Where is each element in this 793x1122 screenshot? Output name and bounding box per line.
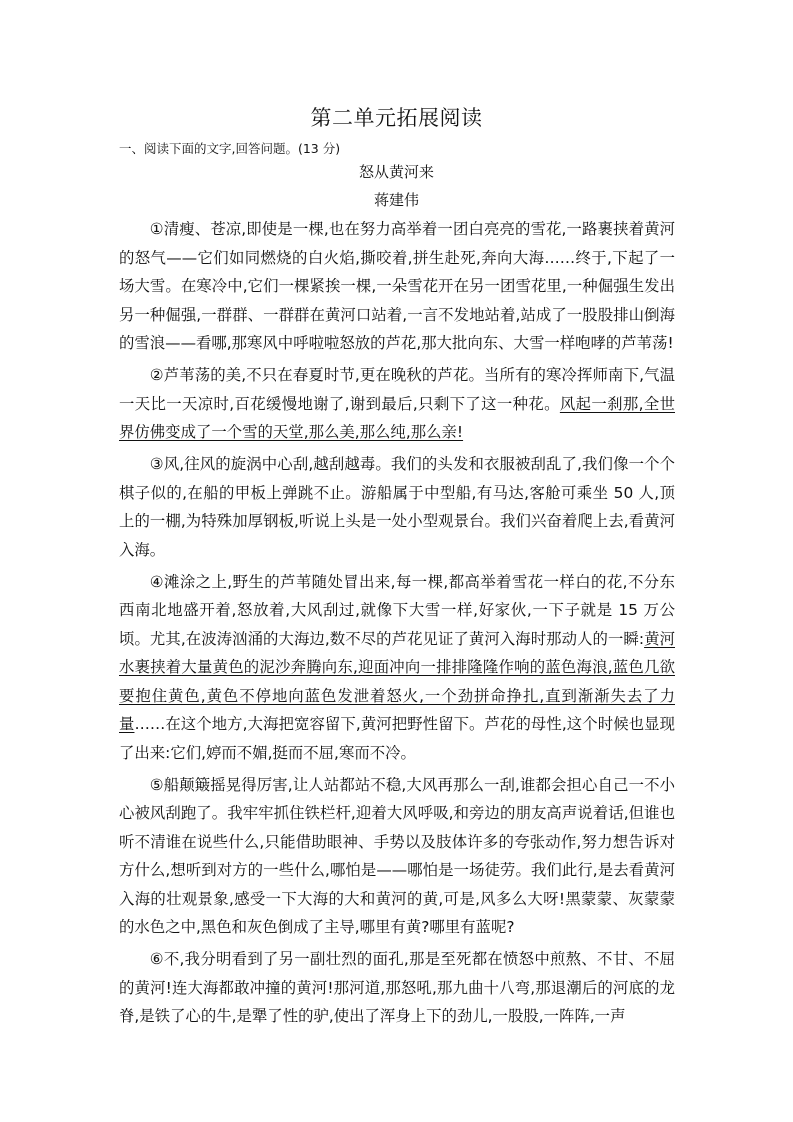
paragraph-text: ②芦苇荡的美,不只在春夏时节,更在晚秋的芦花。当所有的寒冷挥师南下,气温一天比一天凉时,百花缓慢地谢了,谢到最后,只剩下了这一种花。: [119, 366, 675, 413]
paragraph-text: ⑥不,我分明看到了另一副壮烈的面孔,那是至死都在愤怒中煎熬、不甘、不屈的黄河!连大海都敢冲撞的黄河!那河道,那怒吼,那九曲十八弯,那退潮后的河底的龙脊,是铁了心的牛,是犟了性的驴,使出了浑身上下的劲儿,一股股,一阵阵,一声: [119, 950, 675, 1026]
paragraph-2: [119, 361, 675, 447]
paragraph-text: ④滩涂之上,野生的芦苇随处冒出来,每一棵,都高举着雪花一样白的花,不分东西南北地盛开着,怒放着,大风刮过,就像下大雪一样,好家伙,一下子就是 15 万公顷。尤其,在波涛汹涌的大海边,数不尽的芦花见证了黄河入海时那动人的一瞬:: [119, 572, 675, 648]
paragraph-1: [119, 215, 675, 358]
page-title: 第二单元拓展阅读: [310, 106, 483, 130]
paragraph-4: [119, 568, 675, 768]
paragraph-3: [119, 450, 675, 564]
essay-title: 怒从黄河来: [358, 163, 434, 181]
underlined-sentence: 黄河水裹挟着大量黄色的泥沙奔腾向东,迎面冲向一排排隆隆作响的蓝色海浪,蓝色几欲要抱住黄色,黄色不停地向蓝色发泄着怒火,一个劲拼命挣扎,直到渐渐失去了力量: [119, 629, 675, 734]
paragraph-text: ③风,往风的旋涡中心刮,越刮越毒。我们的头发和衣服被刮乱了,我们像一个个棋子似的,在船的甲板上弹跳不止。游船属于中型船,有马达,客舱可乘坐 50 人,顶上的一棚,为特殊加厚钢板,听说上头是一处小型观景台。我们兴奋着爬上去,看黄河入海。: [119, 455, 675, 559]
question-instruction: 一、阅读下面的文字,回答问题。(13 分): [119, 141, 341, 156]
underlined-sentence: 风起一刹那,全世界仿佛变成了一个雪的天堂,那么美,那么纯,那么亲!: [119, 394, 675, 442]
paragraph-6: [119, 945, 675, 1031]
paragraph-text: ……在这个地方,大海把宽容留下,黄河把野性留下。芦花的母性,这个时候也显现了出来:它们,婷而不媚,挺而不屈,寒而不冷。: [119, 715, 675, 762]
essay-author: 蒋建伟: [373, 191, 419, 209]
paragraph-text: ⑤船颠簸摇晃得厉害,让人站都站不稳,大风再那么一刮,谁都会担心自己一不小心被风刮跑了。我牢牢抓住铁栏杆,迎着大风呼吸,和旁边的朋友高声说着话,但谁也听不清谁在说些什么,只能借助眼神、手势以及肢体许多的夸张动作,努力想告诉对方什么,想听到对方的一些什么,哪怕是——哪怕是一场徒劳。我们此行,是去看黄河入海的壮观景象,感受一下大海的大和黄河的黄,可是,风多么大呀!黑蒙蒙、灰蒙蒙的水色之中,黑色和灰色倒成了主导,哪里有黄?哪里有蓝呢?: [119, 775, 675, 937]
paragraph-5: [119, 771, 675, 942]
paragraph-text: ①清瘦、苍凉,即使是一棵,也在努力高举着一团白亮亮的雪花,一路裹挟着黄河的怒气——它们如同燃烧的白火焰,撕咬着,拼生赴死,奔向大海……终于,下起了一场大雪。在寒冷中,它们一棵紧挨一棵,一朵雪花开在另一团雪花里,一种倔强生发出另一种倔强,一群群、一群群在黄河口站着,一言不发地站着,站成了一股股排山倒海的雪浪——看哪,那寒风中呼啦啦怒放的芦花,那大批向东、大雪一样咆哮的芦苇荡!: [119, 220, 675, 352]
essay-body: [119, 215, 675, 1035]
